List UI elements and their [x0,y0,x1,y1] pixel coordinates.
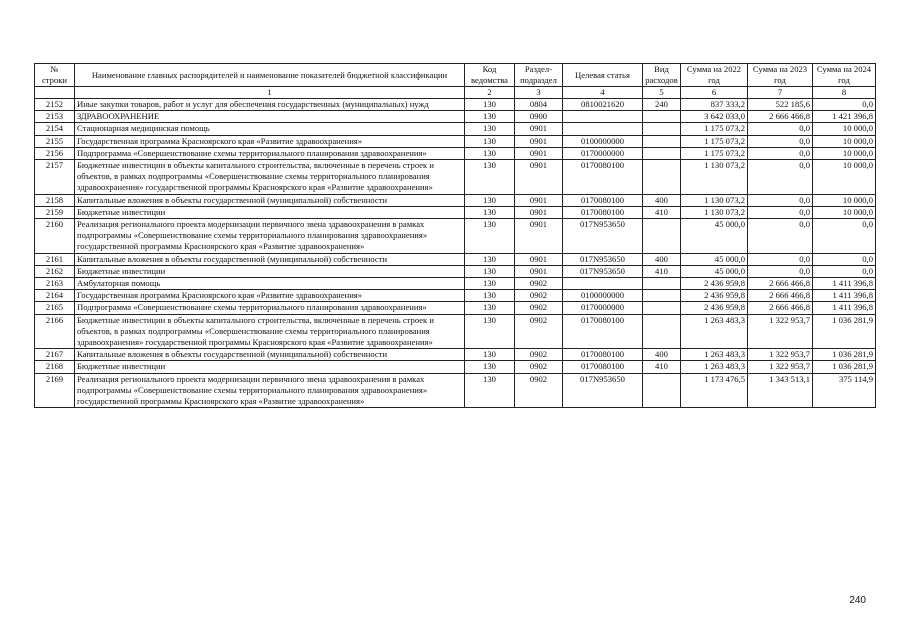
header-sum-2022: Сумма на 2022 год [681,64,748,87]
row-name: Капитальные вложения в объекты государственной (муниципальной) собственности [75,349,465,361]
expense-kind [643,314,681,349]
section-code: 0901 [515,265,563,277]
department-code: 130 [465,123,515,135]
row-name: Стационарная медицинская помощь [75,123,465,135]
section-code: 0901 [515,135,563,147]
sum-2023: 0,0 [748,123,813,135]
row-name: Подпрограмма «Совершенствование схемы территориального планирования здравоохранения» [75,147,465,159]
sum-2023: 0,0 [748,135,813,147]
row-number: 2153 [35,111,75,123]
section-code: 0901 [515,123,563,135]
sum-2022: 2 436 959,8 [681,302,748,314]
table-row [35,99,876,111]
target-item: 0170000000 [563,147,643,159]
section-code: 0900 [515,111,563,123]
department-code: 130 [465,349,515,361]
sum-2024: 10 000,0 [813,160,876,195]
header-target-item: Целевая статья [563,64,643,87]
sum-2022: 2 436 959,8 [681,278,748,290]
row-number: 2161 [35,253,75,265]
row-name: Бюджетные инвестиции в объекты капитального строительства, включенные в перечень строек и объектов, в рамках подпрограммы «Совершенствование схемы территориального планирования здравоохранения» государственной программы Красноярского края «Развитие здравоохранения» [75,314,465,349]
sum-2022: 1 130 073,2 [681,160,748,195]
department-code: 130 [465,99,515,111]
expense-kind [643,147,681,159]
sum-2024: 1 036 281,9 [813,361,876,373]
sum-2022: 1 130 073,2 [681,194,748,206]
row-number: 2152 [35,99,75,111]
expense-kind [643,111,681,123]
expense-kind [643,302,681,314]
row-number: 2163 [35,278,75,290]
sum-2022: 45 000,0 [681,219,748,254]
table-row [35,302,876,314]
row-number: 2167 [35,349,75,361]
row-name: Капитальные вложения в объекты государственной (муниципальной) собственности [75,253,465,265]
target-item: 0170080100 [563,314,643,349]
sum-2023: 0,0 [748,253,813,265]
column-number: 6 [681,87,748,99]
target-item: 0170080100 [563,349,643,361]
table-row [35,253,876,265]
expense-kind [643,290,681,302]
row-number: 2162 [35,265,75,277]
table-row [35,373,876,408]
table-row [35,349,876,361]
target-item: 0170080100 [563,361,643,373]
header-expense-kind: Вид расходов [643,64,681,87]
target-item: 0810021620 [563,99,643,111]
sum-2022: 45 000,0 [681,253,748,265]
department-code: 130 [465,135,515,147]
table-row [35,265,876,277]
section-code: 0901 [515,147,563,159]
row-name: Бюджетные инвестиции [75,265,465,277]
sum-2024: 1 036 281,9 [813,314,876,349]
expense-kind [643,135,681,147]
table-row [35,194,876,206]
sum-2022: 45 000,0 [681,265,748,277]
sum-2024: 10 000,0 [813,206,876,218]
expense-kind: 410 [643,206,681,218]
sum-2024: 1 411 396,8 [813,302,876,314]
section-code: 0902 [515,278,563,290]
row-number: 2165 [35,302,75,314]
sum-2022: 2 436 959,8 [681,290,748,302]
row-number: 2155 [35,135,75,147]
section-code: 0901 [515,194,563,206]
expense-kind: 410 [643,361,681,373]
sum-2022: 1 175 073,2 [681,147,748,159]
sum-2023: 0,0 [748,160,813,195]
sum-2024: 10 000,0 [813,194,876,206]
section-code: 0901 [515,253,563,265]
expense-kind: 410 [643,265,681,277]
department-code: 130 [465,278,515,290]
column-number: 1 [75,87,465,99]
expense-kind [643,373,681,408]
header-row [35,64,876,87]
table-body [35,99,876,408]
column-number: 3 [515,87,563,99]
expense-kind [643,219,681,254]
section-code: 0901 [515,219,563,254]
header-row-number: № строки [35,64,75,87]
row-name: Бюджетные инвестиции [75,206,465,218]
table-row [35,135,876,147]
expense-kind [643,278,681,290]
table-row [35,147,876,159]
header-department-code: Код ведомства [465,64,515,87]
sum-2023: 2 666 466,8 [748,278,813,290]
row-number: 2169 [35,373,75,408]
department-code: 130 [465,194,515,206]
row-name: Амбулаторная помощь [75,278,465,290]
target-item: 017N953650 [563,265,643,277]
expense-kind: 400 [643,253,681,265]
target-item: 0170080100 [563,206,643,218]
header-sum-2023: Сумма на 2023 год [748,64,813,87]
row-number: 2160 [35,219,75,254]
table-row [35,111,876,123]
target-item: 0170080100 [563,194,643,206]
table-row [35,314,876,349]
section-code: 0902 [515,290,563,302]
row-name: Реализация регионального проекта модернизации первичного звена здравоохранения в рамках подпрограммы «Совершенствование схемы территориального планирования здравоохранения» государственной программы Красноярского края «Развитие здравоохранения» [75,219,465,254]
expense-kind [643,123,681,135]
section-code: 0804 [515,99,563,111]
sum-2023: 0,0 [748,265,813,277]
row-number: 2158 [35,194,75,206]
column-number: 2 [465,87,515,99]
row-number: 2157 [35,160,75,195]
department-code: 130 [465,290,515,302]
sum-2022: 1 130 073,2 [681,206,748,218]
budget-table [34,63,876,408]
target-item [563,111,643,123]
department-code: 130 [465,265,515,277]
row-name: Капитальные вложения в объекты государственной (муниципальной) собственности [75,194,465,206]
section-code: 0902 [515,302,563,314]
row-name: Иные закупки товаров, работ и услуг для обеспечения государственных (муниципальных) нужд [75,99,465,111]
page-number: 240 [849,595,866,606]
target-item: 0100000000 [563,290,643,302]
row-number: 2159 [35,206,75,218]
sum-2022: 1 175 073,2 [681,135,748,147]
column-numbers-row [35,87,876,99]
section-code: 0902 [515,361,563,373]
table-row [35,219,876,254]
column-number [35,87,75,99]
table-row [35,206,876,218]
sum-2023: 2 666 466,8 [748,302,813,314]
sum-2023: 1 322 953,7 [748,349,813,361]
sum-2023: 0,0 [748,219,813,254]
table-row [35,278,876,290]
sum-2023: 0,0 [748,194,813,206]
department-code: 130 [465,111,515,123]
department-code: 130 [465,147,515,159]
column-number: 7 [748,87,813,99]
row-number: 2164 [35,290,75,302]
sum-2024: 0,0 [813,99,876,111]
department-code: 130 [465,373,515,408]
department-code: 130 [465,219,515,254]
row-name: ЗДРАВООХРАНЕНИЕ [75,111,465,123]
department-code: 130 [465,253,515,265]
target-item [563,278,643,290]
expense-kind: 400 [643,349,681,361]
section-code: 0902 [515,373,563,408]
sum-2024: 1 411 396,8 [813,290,876,302]
expense-kind: 400 [643,194,681,206]
row-number: 2156 [35,147,75,159]
header-sum-2024: Сумма на 2024 год [813,64,876,87]
header-section: Раздел-подраздел [515,64,563,87]
sum-2022: 837 333,2 [681,99,748,111]
row-number: 2166 [35,314,75,349]
target-item: 0100000000 [563,135,643,147]
department-code: 130 [465,361,515,373]
target-item: 0170080100 [563,160,643,195]
department-code: 130 [465,160,515,195]
row-number: 2154 [35,123,75,135]
section-code: 0902 [515,314,563,349]
table-row [35,160,876,195]
row-number: 2168 [35,361,75,373]
row-name: Государственная программа Красноярского края «Развитие здравоохранения» [75,135,465,147]
sum-2023: 2 666 466,8 [748,290,813,302]
department-code: 130 [465,302,515,314]
department-code: 130 [465,314,515,349]
sum-2024: 10 000,0 [813,147,876,159]
sum-2022: 3 642 033,0 [681,111,748,123]
sum-2022: 1 263 483,3 [681,314,748,349]
expense-kind: 240 [643,99,681,111]
sum-2023: 1 322 953,7 [748,314,813,349]
sum-2023: 522 185,6 [748,99,813,111]
row-name: Бюджетные инвестиции в объекты капитального строительства, включенные в перечень строек и объектов, в рамках подпрограммы «Совершенствование схемы территориального планирования здравоохранения» государственной программы Красноярского края «Развитие здравоохранения» [75,160,465,195]
row-name: Государственная программа Красноярского края «Развитие здравоохранения» [75,290,465,302]
target-item: 017N953650 [563,219,643,254]
section-code: 0901 [515,160,563,195]
row-name: Реализация регионального проекта модернизации первичного звена здравоохранения в рамках подпрограммы «Совершенствование схемы территориального планирования здравоохранения» государственной программы Красноярского края «Развитие здравоохранения» [75,373,465,408]
column-number: 8 [813,87,876,99]
sum-2022: 1 175 073,2 [681,123,748,135]
column-number: 4 [563,87,643,99]
sum-2024: 1 421 396,8 [813,111,876,123]
row-name: Бюджетные инвестиции [75,361,465,373]
sum-2022: 1 173 476,5 [681,373,748,408]
sum-2024: 1 411 396,8 [813,278,876,290]
sum-2024: 10 000,0 [813,123,876,135]
sum-2024: 0,0 [813,253,876,265]
column-number: 5 [643,87,681,99]
sum-2024: 1 036 281,9 [813,349,876,361]
department-code: 130 [465,206,515,218]
sum-2023: 0,0 [748,147,813,159]
sum-2023: 1 343 513,1 [748,373,813,408]
sum-2024: 0,0 [813,219,876,254]
target-item: 017N953650 [563,253,643,265]
sum-2024: 0,0 [813,265,876,277]
header-name: Наименование главных распорядителей и наименование показателей бюджетной классификации [75,64,465,87]
sum-2023: 2 666 466,8 [748,111,813,123]
table-row [35,123,876,135]
target-item: 017N953650 [563,373,643,408]
sum-2024: 10 000,0 [813,135,876,147]
expense-kind [643,160,681,195]
target-item: 0170000000 [563,302,643,314]
sum-2022: 1 263 483,3 [681,361,748,373]
target-item [563,123,643,135]
sum-2023: 0,0 [748,206,813,218]
section-code: 0901 [515,206,563,218]
table-row [35,290,876,302]
section-code: 0902 [515,349,563,361]
sum-2024: 375 114,9 [813,373,876,408]
table-row [35,361,876,373]
row-name: Подпрограмма «Совершенствование схемы территориального планирования здравоохранения» [75,302,465,314]
sum-2023: 1 322 953,7 [748,361,813,373]
sum-2022: 1 263 483,3 [681,349,748,361]
